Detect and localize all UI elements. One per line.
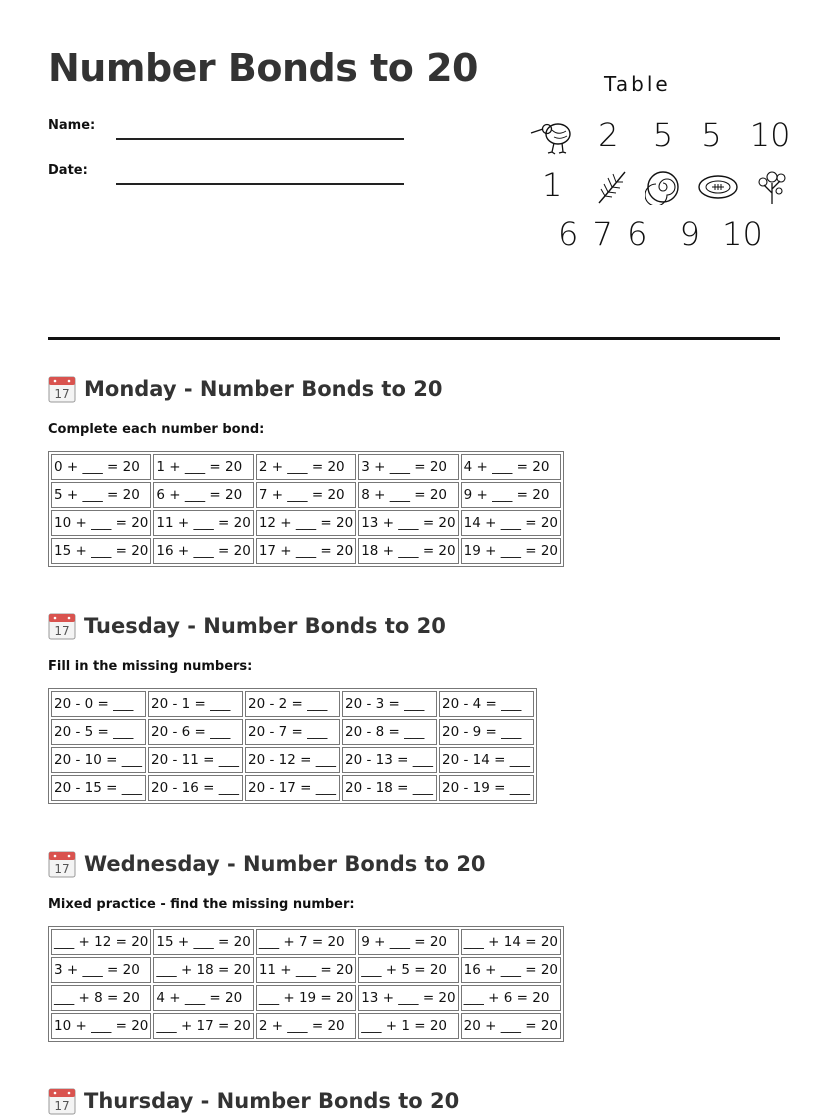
instruction: Complete each number bond: — [48, 422, 265, 437]
bond-cell[interactable]: 14 + ___ = 20 — [461, 510, 561, 536]
bond-cell[interactable]: ___ + 14 = 20 — [461, 929, 561, 955]
bond-cell[interactable]: 20 - 16 = ___ — [148, 775, 243, 801]
name-line[interactable] — [116, 138, 404, 140]
bond-cell[interactable]: 10 + ___ = 20 — [51, 1013, 151, 1039]
legend-number: 7 — [592, 215, 613, 253]
bond-table — [48, 451, 564, 567]
bond-cell[interactable]: 20 - 8 = ___ — [342, 719, 437, 745]
bond-cell[interactable]: 19 + ___ = 20 — [461, 538, 561, 564]
bond-cell[interactable]: 20 - 17 = ___ — [245, 775, 340, 801]
bond-cell[interactable]: 20 - 13 = ___ — [342, 747, 437, 773]
bond-cell[interactable]: 13 + ___ = 20 — [358, 985, 458, 1011]
bond-cell[interactable]: 3 + ___ = 20 — [51, 957, 151, 983]
legend-number: 10 — [722, 215, 763, 253]
svg-text:17: 17 — [54, 387, 70, 401]
bond-cell[interactable]: ___ + 6 = 20 — [461, 985, 561, 1011]
svg-text:17: 17 — [54, 862, 70, 876]
bond-cell[interactable]: 17 + ___ = 20 — [256, 538, 356, 564]
bond-cell[interactable]: ___ + 7 = 20 — [256, 929, 356, 955]
bond-cell[interactable]: 20 - 9 = ___ — [439, 719, 534, 745]
bond-cell[interactable]: 20 - 19 = ___ — [439, 775, 534, 801]
page-title: Number Bonds to 20 — [48, 46, 478, 90]
shell-icon — [645, 169, 681, 205]
bond-cell[interactable]: 11 + ___ = 20 — [256, 957, 356, 983]
bond-cell[interactable]: ___ + 17 = 20 — [153, 1013, 253, 1039]
bond-cell[interactable]: 2 + ___ = 20 — [256, 454, 356, 480]
instruction: Fill in the missing numbers: — [48, 659, 253, 674]
bond-cell[interactable]: 7 + ___ = 20 — [256, 482, 356, 508]
thursday-section — [48, 1086, 788, 1116]
legend-number: 10 — [749, 116, 791, 154]
bond-cell[interactable]: 20 - 4 = ___ — [439, 691, 534, 717]
bond-cell[interactable]: 20 - 15 = ___ — [51, 775, 146, 801]
bond-cell[interactable]: 18 + ___ = 20 — [358, 538, 458, 564]
day-title: Tuesday - Number Bonds to 20 — [84, 614, 446, 638]
table-row — [51, 538, 561, 564]
bond-cell[interactable]: 20 + ___ = 20 — [461, 1013, 561, 1039]
legend-number: 9 — [679, 215, 700, 253]
bond-table — [48, 926, 564, 1042]
bond-cell[interactable]: 20 - 0 = ___ — [51, 691, 146, 717]
bond-cell[interactable]: 9 + ___ = 20 — [358, 929, 458, 955]
bond-cell[interactable]: 5 + ___ = 20 — [51, 482, 151, 508]
legend-row-3 — [558, 215, 763, 253]
bond-cell[interactable]: 3 + ___ = 20 — [358, 454, 458, 480]
legend-number: 5 — [652, 116, 674, 154]
svg-text:17: 17 — [54, 624, 70, 638]
bond-cell[interactable]: 15 + ___ = 20 — [51, 538, 151, 564]
legend-number: 5 — [701, 116, 722, 154]
table-row — [51, 929, 561, 955]
svg-text:17: 17 — [54, 1099, 70, 1113]
bond-cell[interactable]: ___ + 8 = 20 — [51, 985, 151, 1011]
bond-cell[interactable]: 4 + ___ = 20 — [153, 985, 253, 1011]
calendar-icon — [48, 375, 76, 403]
calendar-icon — [48, 1087, 76, 1115]
section-divider — [48, 337, 780, 340]
table-row — [51, 1013, 561, 1039]
bond-cell[interactable]: 6 + ___ = 20 — [153, 482, 253, 508]
day-heading — [48, 374, 788, 404]
legend-row-2 — [542, 166, 787, 205]
name-label: Name: — [48, 118, 96, 133]
table-row — [51, 719, 534, 745]
bond-cell[interactable]: 20 - 12 = ___ — [245, 747, 340, 773]
table-row — [51, 510, 561, 536]
bond-cell[interactable]: 20 - 7 = ___ — [245, 719, 340, 745]
day-title: Thursday - Number Bonds to 20 — [84, 1089, 460, 1113]
bond-cell[interactable]: 0 + ___ = 20 — [51, 454, 151, 480]
legend-number: 6 — [558, 215, 579, 253]
bond-cell[interactable]: 4 + ___ = 20 — [461, 454, 561, 480]
bond-cell[interactable]: 20 - 3 = ___ — [342, 691, 437, 717]
day-heading — [48, 1086, 788, 1116]
instruction: Mixed practice - find the missing number: — [48, 897, 355, 912]
day-heading — [48, 849, 788, 879]
fern-icon — [595, 169, 629, 205]
bond-cell[interactable]: ___ + 18 = 20 — [153, 957, 253, 983]
bond-cell[interactable]: 20 - 5 = ___ — [51, 719, 146, 745]
bond-cell[interactable]: 20 - 11 = ___ — [148, 747, 243, 773]
bond-table — [48, 688, 537, 804]
calendar-icon — [48, 850, 76, 878]
legend-number: 2 — [598, 116, 619, 154]
table-row — [51, 454, 561, 480]
bond-cell[interactable]: 10 + ___ = 20 — [51, 510, 151, 536]
monday-section — [48, 374, 788, 567]
bond-cell[interactable]: 13 + ___ = 20 — [358, 510, 458, 536]
date-label: Date: — [48, 163, 88, 178]
bond-cell[interactable]: 20 - 6 = ___ — [148, 719, 243, 745]
date-line[interactable] — [116, 183, 404, 185]
table-row — [51, 482, 561, 508]
table-row — [51, 691, 534, 717]
day-title: Monday - Number Bonds to 20 — [84, 377, 443, 401]
bond-cell[interactable]: 15 + ___ = 20 — [153, 929, 253, 955]
tuesday-section — [48, 611, 788, 804]
bond-cell[interactable]: ___ + 12 = 20 — [51, 929, 151, 955]
kiwi-bird-icon — [530, 119, 576, 155]
table-row — [51, 957, 561, 983]
bond-cell[interactable]: 1 + ___ = 20 — [153, 454, 253, 480]
bond-cell[interactable]: 8 + ___ = 20 — [358, 482, 458, 508]
bond-cell[interactable]: 16 + ___ = 20 — [461, 957, 561, 983]
bond-cell[interactable]: 12 + ___ = 20 — [256, 510, 356, 536]
bond-cell[interactable]: 16 + ___ = 20 — [153, 538, 253, 564]
table-row — [51, 775, 534, 801]
bond-cell[interactable]: 20 - 18 = ___ — [342, 775, 437, 801]
legend-title: Table — [604, 72, 671, 96]
legend-number: 1 — [542, 166, 563, 204]
wednesday-section — [48, 849, 788, 1042]
table-row — [51, 747, 534, 773]
day-heading — [48, 611, 788, 641]
table-row — [51, 985, 561, 1011]
rugby-ball-icon — [697, 172, 739, 202]
calendar-icon — [48, 612, 76, 640]
bond-cell[interactable]: 20 - 14 = ___ — [439, 747, 534, 773]
legend-number: 6 — [627, 215, 648, 253]
bond-cell[interactable]: ___ + 19 = 20 — [256, 985, 356, 1011]
bond-cell[interactable]: ___ + 1 = 20 — [358, 1013, 458, 1039]
bond-cell[interactable]: 11 + ___ = 20 — [153, 510, 253, 536]
legend-row-1 — [530, 116, 790, 155]
bond-cell[interactable]: 2 + ___ = 20 — [256, 1013, 356, 1039]
day-title: Wednesday - Number Bonds to 20 — [84, 852, 486, 876]
bond-cell[interactable]: 20 - 1 = ___ — [148, 691, 243, 717]
bond-cell[interactable]: 20 - 2 = ___ — [245, 691, 340, 717]
bond-cell[interactable]: 20 - 10 = ___ — [51, 747, 146, 773]
bond-cell[interactable]: 9 + ___ = 20 — [461, 482, 561, 508]
bond-cell[interactable]: ___ + 5 = 20 — [358, 957, 458, 983]
pohutukawa-icon — [757, 169, 787, 205]
